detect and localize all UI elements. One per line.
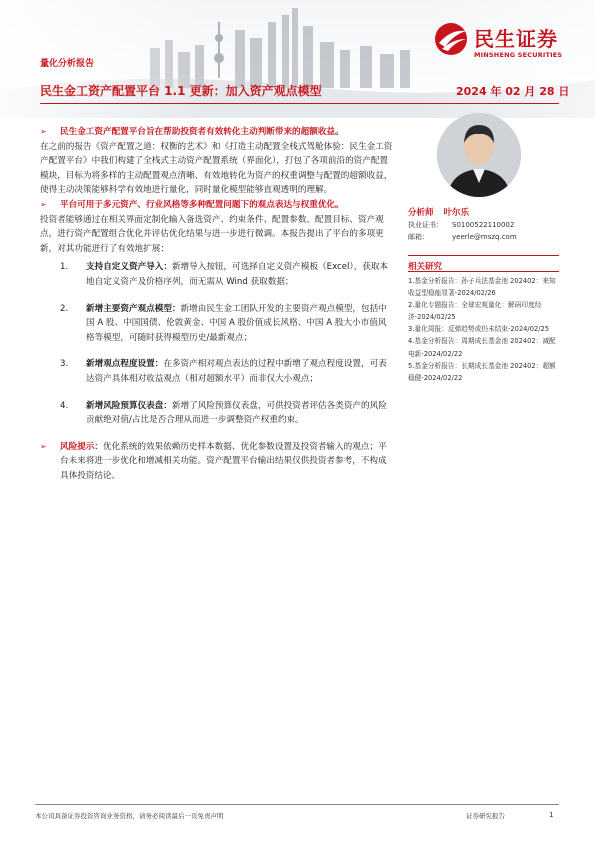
update-item-3: 3. 新增观点程度设置：在多资产相对观点表达的过程中新增了观点程度设置，可表达资产具体相对收益观点（相对超额水平）而非仅大小观点； <box>60 359 387 384</box>
analyst-name: 叶尔乐 <box>443 208 470 218</box>
footer-label: 证券研究报告 <box>466 812 505 820</box>
related-research-item[interactable]: 4.基金分析报告：周期成长基金池 202402：减配电新-2024/02/22 <box>408 337 556 358</box>
footer-divider <box>35 804 559 805</box>
arrow-bullet-icon: ➢ <box>40 441 47 451</box>
summary-paragraph-1: 在之前的报告《资产配置之道：权衡的艺术》和《打造主动配置全栈式驾舱体验：民生金工资产配置平台》中我们构建了全栈式主动资产配置系统（界面化），打包了各项前沿的资产配置模块，目标为将多样的主动配置观点清晰、有效地转化为资产的权重调整与配置的超额收益，使得主动决策能够科学有效地进行量化，同时量化模型能够直观透明的理解。 <box>40 141 393 196</box>
report-title: 民生金工资产配置平台 1.1 更新：加入资产观点模型 <box>40 84 322 98</box>
risk-warning: ➢ 风险提示：优化系统的效果依赖历史样本数据、优化参数设置及投资者输入的观点；平台未来将进一步优化和增减相关功能。资产配置平台输出结果仅供投资者参考，不构成具体投资结论。 <box>40 441 387 481</box>
update-item-4: 4. 新增风险预算仪表盘：新增了风险预算仪表盘，可供投资者评估各类资产的风险贡献绝对值/占比是否合理从而进一步调整资产权重约束。 <box>60 400 387 426</box>
update-item-2: 2. 新增主要资产观点模型：新增由民生金工团队开发的主要资产观点模型，包括中国 A 股、中国国债、伦敦黄金、中国 A 股价值成长风格、中国 A 股大小市值风格等模型，可随时获得模型历史/最新观点； <box>60 303 387 343</box>
main-content <box>40 125 395 483</box>
related-research-item[interactable]: 1.基金分析报告：孙子兵法基金池 202402：来知收益型稳能显著-2024/02/26 <box>408 277 556 298</box>
header-divider <box>40 103 559 104</box>
analyst-cert: 执业证书： S0100522110002 <box>408 221 515 229</box>
analyst-photo <box>437 113 521 197</box>
related-research-item[interactable]: 3.量化周报：反弹趋势或仍未结束-2024/02/25 <box>408 325 549 334</box>
arrow-bullet-icon: ➢ <box>40 127 47 136</box>
summary-paragraph-2: 投资者能够通过在相关界面定制化输入备选资产、约束条件、配置参数、配置目标、资产观点，进行资产配置组合优化并评估优化结果与进一步进行微调。本报告提出了平台的多项更新，对其功能进行了有效地扩展： <box>40 214 384 254</box>
arrow-bullet-icon: ➢ <box>40 199 47 209</box>
report-type-label: 量化分析报告 <box>40 59 95 69</box>
sidebar-divider <box>408 271 559 272</box>
related-research-list <box>408 275 560 384</box>
sidebar-divider <box>408 255 559 256</box>
email-link[interactable]: yeerle@mszq.com <box>452 233 517 241</box>
report-date: 2024 年 02 月 28 日 <box>456 85 570 98</box>
footer-disclaimer: 本公司具备证券投资咨询业务资格，请务必阅读最后一页免责声明 <box>35 812 224 820</box>
page-number: 1 <box>549 811 554 819</box>
summary-heading-1: ➢ 民生金工资产配置平台旨在帮助投资者有效转化主动判断带来的超额收益。 <box>40 125 395 140</box>
related-research-title: 相关研究 <box>408 262 443 272</box>
update-item-1: 1. 支持自定义资产导入：新增导入按钮，可选择自定义资产模板（Excel），获取本地自定义资产及价格序列，而无需从 Wind 获取数据； <box>60 262 389 287</box>
analyst-email: 邮箱： yeerle@mszq.com <box>408 233 517 241</box>
related-research-item[interactable]: 2.量化专题报告：全球宏观量化：解码印度经济-2024/02/25 <box>408 301 542 322</box>
summary-heading-2: ➢ 平台可用于多元资产、行业风格等多种配置问题下的观点表达与权重优化。 <box>40 198 395 213</box>
brand-logo-icon <box>433 21 471 61</box>
analyst-line: 分析师 叶尔乐 <box>408 208 470 218</box>
brand-logo-subtext: MINSHENG SECURITIES <box>474 51 563 59</box>
brand-logo-text: 民生证券 <box>474 27 558 51</box>
related-research-item[interactable]: 5.基金分析报告：长期成长基金池 202402：超额稳健-2024/02/22 <box>408 361 556 382</box>
